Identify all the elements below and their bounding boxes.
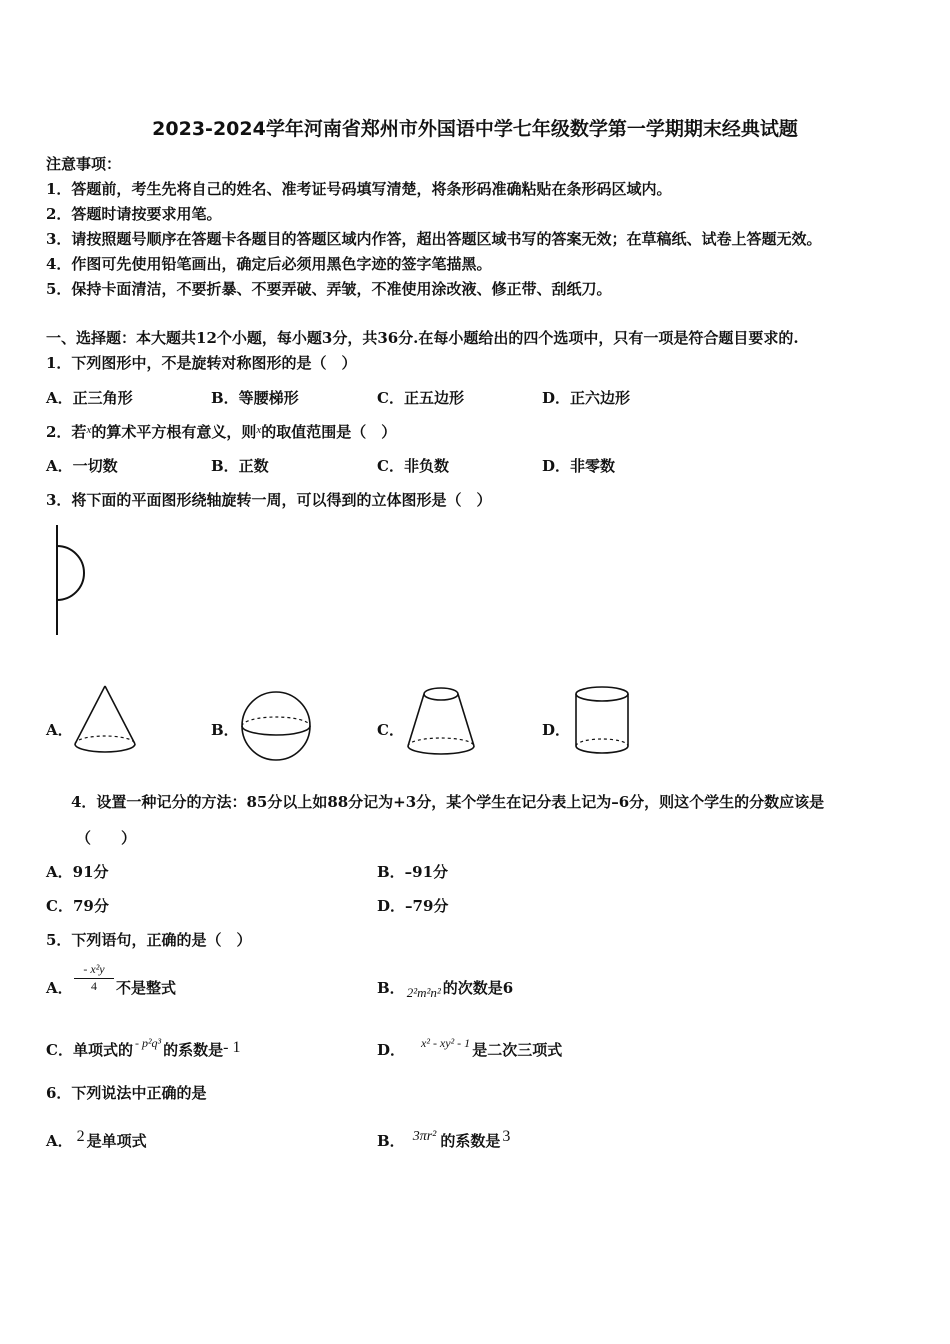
q4-option-b[interactable]: B．–91分 bbox=[377, 863, 449, 881]
math-value: 3 bbox=[502, 1128, 511, 1145]
cone-figure bbox=[70, 680, 140, 760]
fraction-numerator: - x²y bbox=[74, 962, 114, 979]
q3-option-a[interactable]: A． bbox=[46, 721, 73, 739]
notice-item: 2．答题时请按要求用笔。 bbox=[46, 205, 222, 223]
math-x: x bbox=[86, 424, 92, 436]
notice-heading: 注意事项： bbox=[46, 155, 122, 173]
math-expression: 3πr² bbox=[412, 1129, 437, 1144]
q4-option-a[interactable]: A．91分 bbox=[46, 863, 109, 881]
q3-option-c[interactable]: C． bbox=[377, 721, 404, 739]
fraction-denominator: 4 bbox=[91, 979, 97, 993]
cylinder-figure bbox=[572, 682, 634, 764]
q5-option-b[interactable]: B． 2²m²n² 的次数是6 bbox=[377, 979, 514, 1000]
q6-option-a[interactable]: A． 2 是单项式 bbox=[46, 1128, 147, 1150]
q3-option-b[interactable]: B． bbox=[211, 721, 239, 739]
math-value: 2 bbox=[76, 1128, 85, 1145]
q5-option-d[interactable]: D． $^{x^2 - xy^2 - 1}$ 是二次三项式 bbox=[377, 1036, 563, 1059]
section-heading: 一、选择题：本大题共12个小题，每小题3分，共36分.在每小题给出的四个选项中，只有一项是符合题目要求的. bbox=[46, 329, 799, 347]
q3-option-d[interactable]: D． bbox=[542, 721, 571, 739]
q1-option-a[interactable]: A．正三角形 bbox=[46, 389, 133, 407]
q5-option-a[interactable]: A． bbox=[46, 979, 73, 997]
frustum-figure bbox=[404, 684, 478, 764]
math-expression: - p²q³ bbox=[134, 1036, 162, 1050]
question-1-stem: 1．下列图形中，不是旋转对称图形的是（ ） bbox=[46, 354, 357, 372]
math-expression: 2²m²n² bbox=[406, 985, 441, 1000]
page-title: 2023-2024学年河南省郑州市外国语中学七年级数学第一学期期末经典试题 bbox=[152, 118, 798, 140]
q1-option-b[interactable]: B．等腰梯形 bbox=[211, 389, 299, 407]
q5-option-c[interactable]: C．单项式的 $^{- p^2q^3}$ 的系数是- 1 bbox=[46, 1036, 241, 1059]
math-x: x bbox=[256, 424, 262, 436]
notice-item: 3．请按照题号顺序在答题卡各题目的答题区域内作答，超出答题区域书写的答案无效；在草稿纸、试卷上答题无效。 bbox=[46, 230, 822, 248]
q1-option-c[interactable]: C．正五边形 bbox=[377, 389, 464, 407]
question-3-stem: 3．将下面的平面图形绕轴旋转一周，可以得到的立体图形是（ ） bbox=[46, 491, 492, 509]
notice-item: 5．保持卡面清洁，不要折暴、不要弄破、弄皱，不准使用涂改液、修正带、刮纸刀。 bbox=[46, 280, 612, 298]
q1-option-d[interactable]: D．正六边形 bbox=[542, 389, 631, 407]
q4-answer-paren: （ ） bbox=[76, 829, 137, 847]
math-expression: x² - xy² - 1 bbox=[421, 1036, 471, 1050]
q2-option-d[interactable]: D．非零数 bbox=[542, 457, 616, 475]
question-2-stem: 2．若$^x$的算术平方根有意义，则$^x$的取值范围是（ ） bbox=[46, 423, 397, 441]
q2-option-a[interactable]: A．一切数 bbox=[46, 457, 118, 475]
question-6-stem: 6．下列说法中正确的是 bbox=[46, 1084, 207, 1102]
notice-item: 4．作图可先使用铅笔画出，确定后必须用黑色字迹的签字笔描黑。 bbox=[46, 255, 492, 273]
q2-option-b[interactable]: B．正数 bbox=[211, 457, 269, 475]
math-value: - 1 bbox=[223, 1039, 241, 1056]
semicircle-axis-figure bbox=[40, 520, 100, 640]
sphere-figure bbox=[238, 688, 314, 764]
fraction bbox=[74, 962, 114, 994]
q4-option-d[interactable]: D．–79分 bbox=[377, 897, 449, 915]
q4-option-c[interactable]: C．79分 bbox=[46, 897, 109, 915]
question-5-stem: 5．下列语句，正确的是（ ） bbox=[46, 931, 252, 949]
q2-option-c[interactable]: C．非负数 bbox=[377, 457, 449, 475]
question-4-stem: 4．设置一种记分的方法：85分以上如88分记为+3分，某个学生在记分表上记为–6分，则这个学生的分数应该是 bbox=[71, 793, 825, 811]
notice-item: 1．答题前，考生先将自己的姓名、准考证号码填写清楚，将条形码准确粘贴在条形码区域内。 bbox=[46, 180, 672, 198]
q5-a-text: 不是整式 bbox=[116, 979, 177, 997]
q6-option-b[interactable]: B． 3πr² 的系数是 3 bbox=[377, 1128, 511, 1150]
